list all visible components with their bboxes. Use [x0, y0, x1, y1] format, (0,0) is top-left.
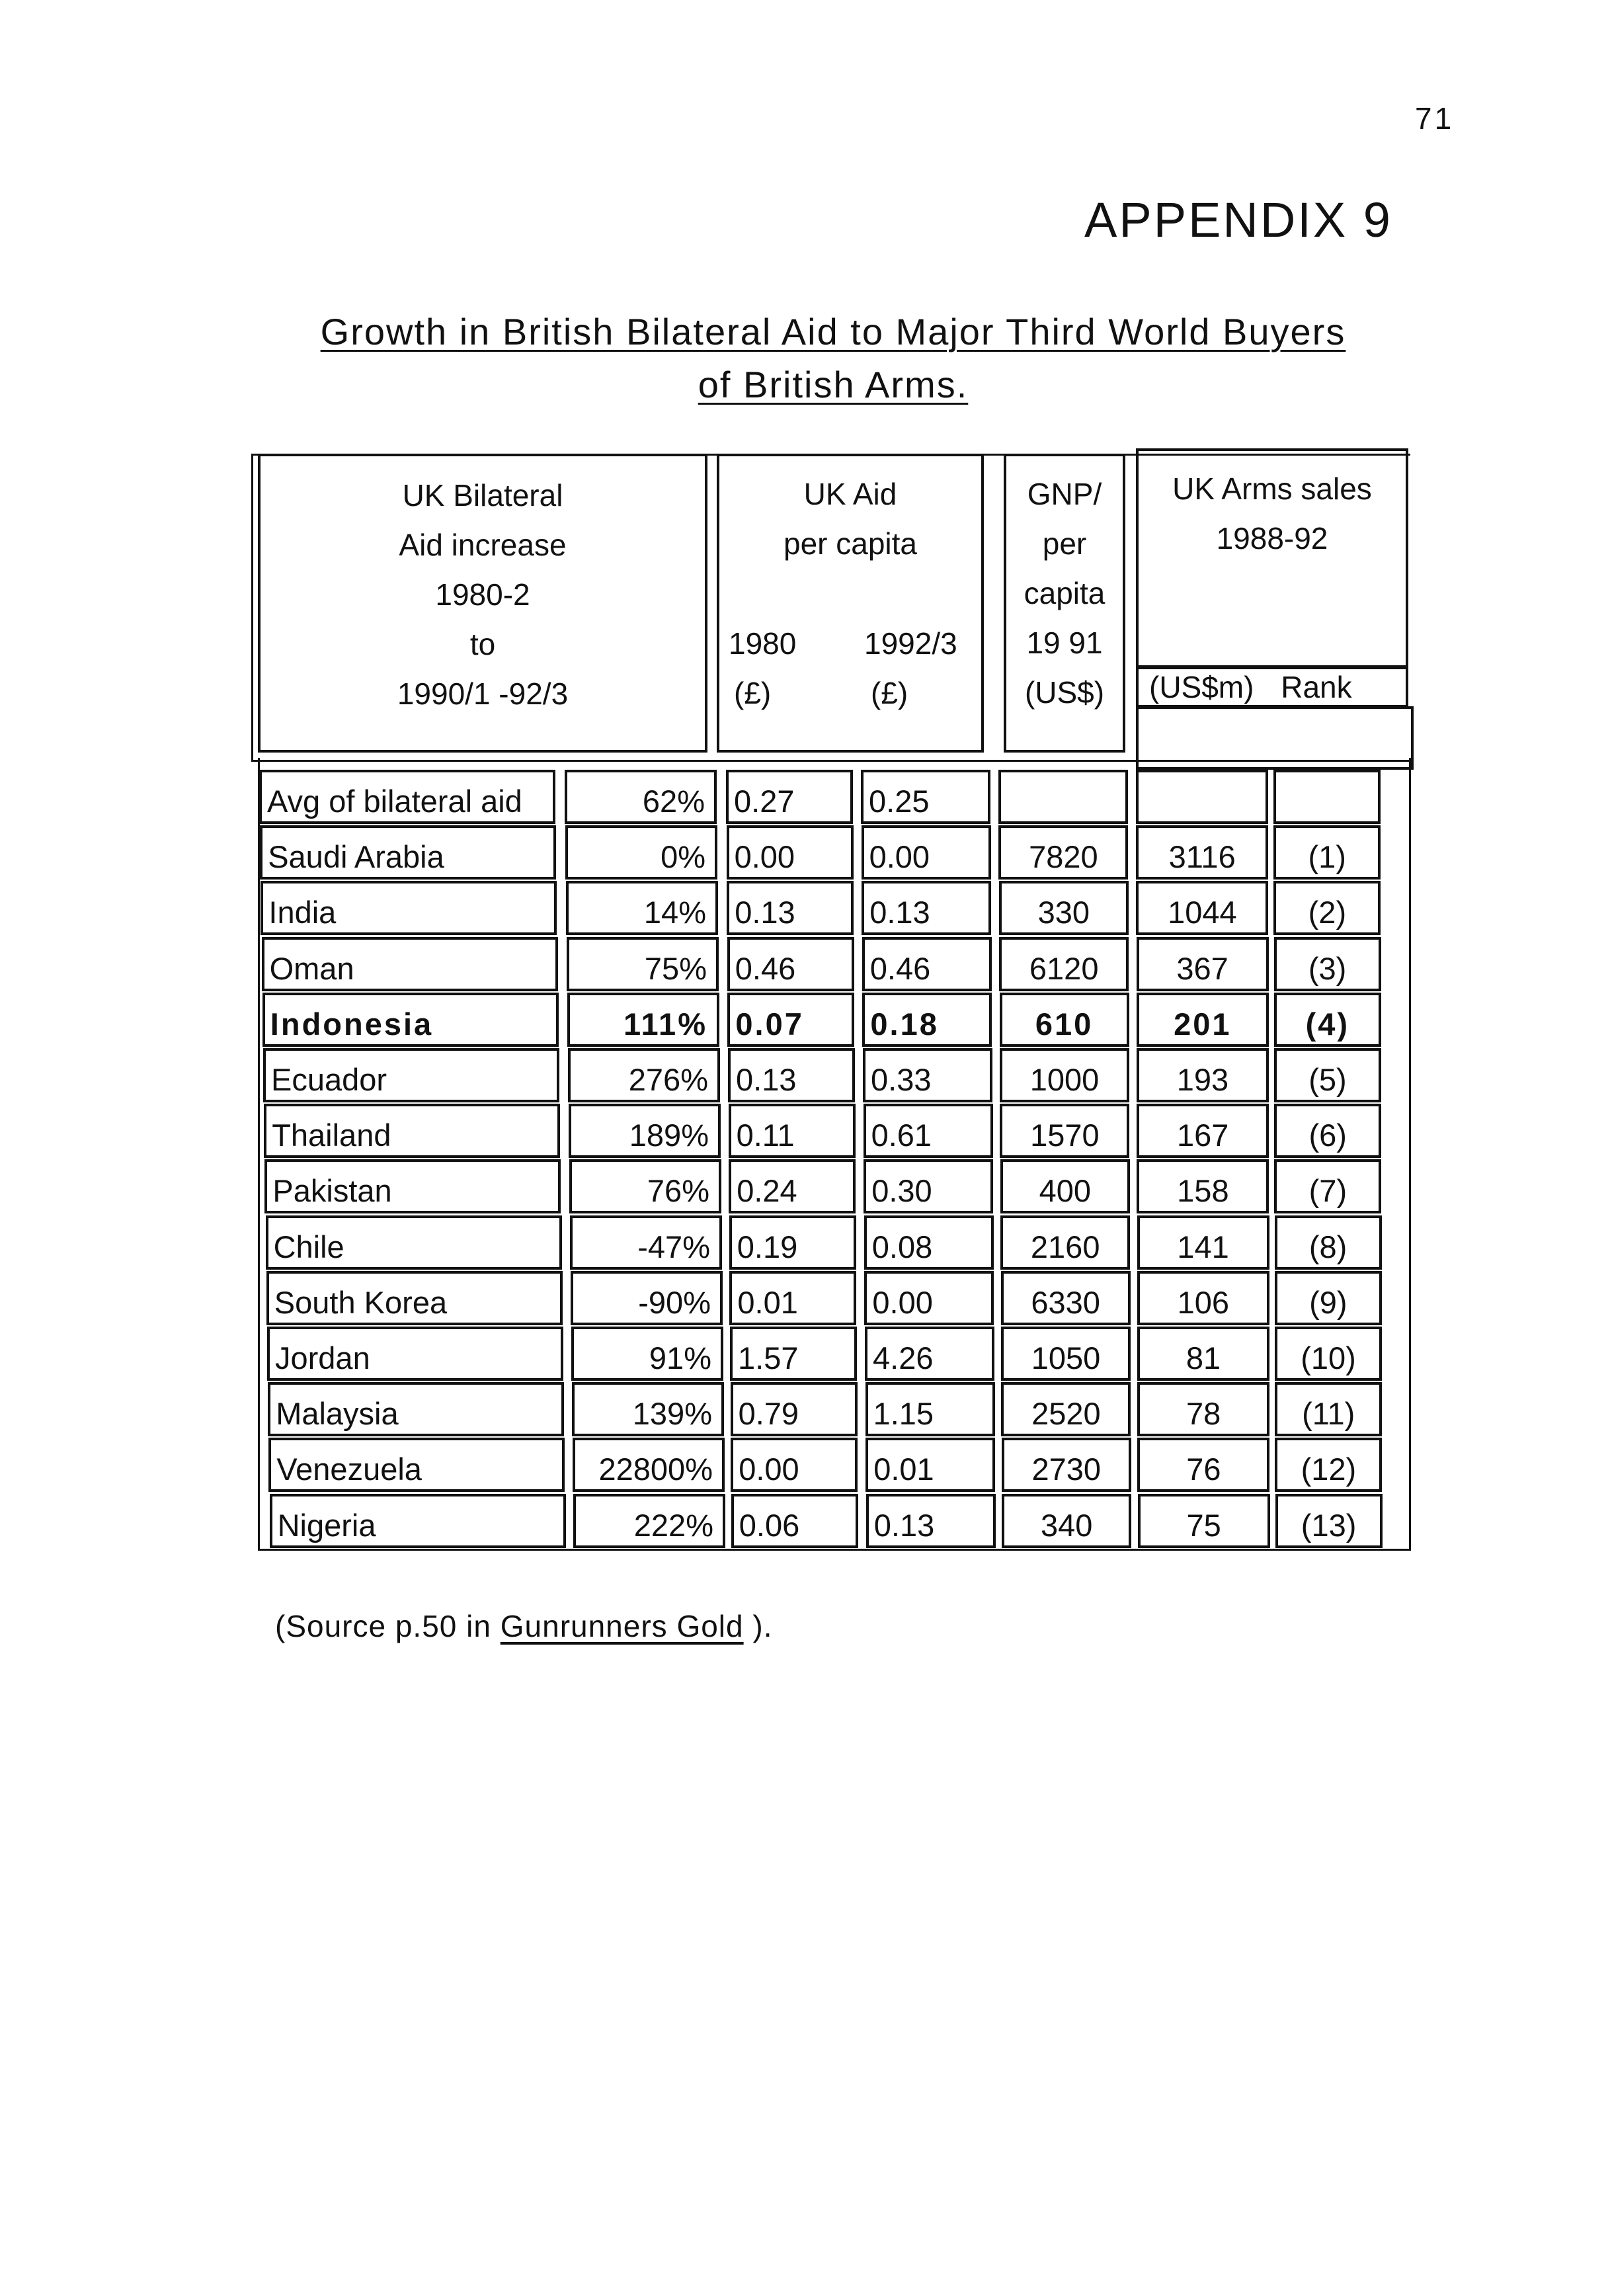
cell-increase: 276%	[568, 1048, 720, 1102]
cell-arms: 158	[1137, 1159, 1269, 1213]
header-text: GNP/	[1027, 477, 1102, 511]
cell-arms: 193	[1137, 1048, 1269, 1102]
header-text: 1990/1 -92/3	[397, 676, 569, 711]
header-uk-arms-sales	[1136, 448, 1408, 669]
cell-aid1980: 0.27	[726, 770, 853, 824]
cell-rank: (5)	[1274, 1048, 1381, 1102]
cell-gnp: 1570	[1000, 1104, 1129, 1158]
header-text: UK Arms sales	[1172, 472, 1372, 506]
cell-increase: 91%	[571, 1327, 723, 1381]
cell-rank	[1273, 770, 1381, 824]
cell-rank: (3)	[1274, 937, 1381, 991]
cell-increase: 139%	[572, 1382, 724, 1436]
cell-arms: 1044	[1136, 881, 1268, 935]
cell-increase: 76%	[569, 1159, 721, 1213]
cell-country: India	[261, 881, 557, 935]
cell-aid1992: 0.18	[862, 993, 992, 1047]
page-number: 71	[1415, 101, 1455, 136]
cell-rank: (8)	[1275, 1215, 1382, 1270]
cell-arms: 201	[1137, 993, 1269, 1047]
cell-increase: 189%	[569, 1104, 721, 1158]
cell-rank: (10)	[1275, 1327, 1382, 1381]
header-text: to	[469, 627, 496, 661]
header-text: Aid increase	[399, 528, 567, 562]
header-year-1980: 1980	[729, 626, 797, 661]
header-text: 19 91	[1026, 626, 1103, 660]
header-text: capita	[1024, 576, 1106, 610]
cell-aid1980: 0.01	[729, 1271, 856, 1325]
source-note	[275, 1608, 773, 1644]
cell-arms: 106	[1137, 1271, 1269, 1325]
cell-aid1992: 0.25	[861, 770, 990, 824]
cell-aid1980: 0.19	[729, 1215, 856, 1270]
cell-aid1980: 0.07	[727, 993, 854, 1047]
cell-increase: 75%	[567, 937, 719, 991]
header-unit-1992: (£)	[871, 676, 908, 710]
source-prefix: (Source p.50 in	[275, 1609, 491, 1643]
cell-aid1980: 0.13	[727, 881, 854, 935]
cell-increase: -90%	[571, 1271, 723, 1325]
cell-rank: (2)	[1273, 881, 1381, 935]
cell-increase: 222%	[573, 1494, 725, 1548]
cell-gnp: 330	[999, 881, 1129, 935]
title-line-2: of British Arms.	[698, 364, 969, 405]
cell-arms: 76	[1137, 1438, 1269, 1492]
cell-gnp: 1000	[1000, 1048, 1129, 1102]
header-rank: Rank	[1281, 670, 1352, 704]
cell-increase: 0%	[565, 825, 717, 880]
cell-country: Indonesia	[262, 993, 559, 1047]
cell-arms	[1136, 770, 1268, 824]
cell-rank: (6)	[1274, 1104, 1381, 1158]
cell-aid1980: 0.13	[728, 1048, 855, 1102]
header-uk-aid-per-capita	[717, 454, 984, 753]
cell-aid1992: 0.33	[863, 1048, 992, 1102]
cell-gnp: 1050	[1001, 1327, 1131, 1381]
cell-arms: 3116	[1136, 825, 1268, 880]
cell-aid1980: 0.00	[731, 1438, 858, 1492]
cell-aid1992: 0.00	[864, 1271, 994, 1325]
header-arms-units	[1136, 665, 1408, 708]
page-title	[251, 306, 1415, 411]
cell-gnp: 2160	[1000, 1215, 1130, 1270]
cell-rank: (4)	[1274, 993, 1381, 1047]
cell-rank: (7)	[1274, 1159, 1381, 1213]
cell-country: Chile	[266, 1215, 562, 1270]
cell-aid1992: 0.30	[864, 1159, 993, 1213]
header-text: 1980-2	[435, 577, 530, 612]
cell-country: Jordan	[267, 1327, 563, 1381]
cell-gnp: 6120	[999, 937, 1129, 991]
header-bilateral-increase	[258, 454, 707, 753]
cell-rank: (1)	[1273, 825, 1381, 880]
cell-rank: (11)	[1275, 1382, 1382, 1436]
cell-gnp: 6330	[1001, 1271, 1131, 1325]
cell-arms: 78	[1137, 1382, 1269, 1436]
appendix-heading: APPENDIX 9	[1084, 192, 1392, 247]
cell-arms: 81	[1137, 1327, 1269, 1381]
cell-country: Ecuador	[263, 1048, 559, 1102]
cell-country: Nigeria	[270, 1494, 566, 1548]
cell-country: Malaysia	[268, 1382, 564, 1436]
header-text: 1988-92	[1216, 521, 1328, 555]
cell-rank: (12)	[1275, 1438, 1382, 1492]
source-book-title: Gunrunners Gold	[500, 1609, 744, 1643]
cell-increase: -47%	[570, 1215, 722, 1270]
cell-gnp: 7820	[998, 825, 1128, 880]
source-suffix: ).	[752, 1609, 773, 1643]
cell-aid1992: 0.01	[865, 1438, 995, 1492]
cell-aid1980: 0.24	[729, 1159, 856, 1213]
cell-increase: 111%	[567, 993, 719, 1047]
cell-country: South Korea	[266, 1271, 563, 1325]
cell-aid1980: 0.00	[727, 825, 854, 880]
cell-aid1992: 0.61	[864, 1104, 993, 1158]
cell-aid1980: 0.46	[727, 937, 854, 991]
cell-aid1980: 0.11	[729, 1104, 856, 1158]
cell-gnp: 2730	[1002, 1438, 1131, 1492]
header-text: UK Bilateral	[402, 478, 563, 512]
cell-country: Avg of bilateral aid	[259, 770, 555, 824]
cell-country: Venezuela	[268, 1438, 565, 1492]
cell-rank: (13)	[1275, 1494, 1383, 1548]
cell-arms: 75	[1138, 1494, 1270, 1548]
cell-country: Oman	[262, 937, 558, 991]
cell-country: Pakistan	[264, 1159, 561, 1213]
cell-country: Saudi Arabia	[260, 825, 556, 880]
cell-arms: 167	[1137, 1104, 1269, 1158]
cell-aid1992: 4.26	[865, 1327, 994, 1381]
cell-rank: (9)	[1275, 1271, 1382, 1325]
cell-increase: 22800%	[573, 1438, 725, 1492]
cell-aid1980: 1.57	[730, 1327, 857, 1381]
cell-gnp: 340	[1002, 1494, 1131, 1548]
cell-gnp: 400	[1000, 1159, 1130, 1213]
cell-aid1980: 0.79	[731, 1382, 858, 1436]
header-text: per	[1042, 526, 1087, 561]
cell-increase: 14%	[566, 881, 718, 935]
header-gnp-per-capita	[1004, 454, 1125, 753]
cell-gnp	[998, 770, 1128, 824]
title-line-1: Growth in British Bilateral Aid to Major Third World Buyers	[320, 311, 1346, 352]
header-unit-usdm: (US$m)	[1149, 670, 1254, 704]
header-text: UK Aid	[803, 477, 897, 511]
header-year-1992: 1992/3	[864, 626, 957, 661]
header-text: (US$)	[1024, 675, 1105, 710]
cell-aid1992: 1.15	[865, 1382, 995, 1436]
cell-aid1992: 0.00	[862, 825, 991, 880]
cell-country: Thailand	[264, 1104, 560, 1158]
cell-aid1992: 0.08	[864, 1215, 994, 1270]
cell-arms: 367	[1137, 937, 1269, 991]
cell-gnp: 2520	[1001, 1382, 1131, 1436]
header-unit-1980: (£)	[734, 676, 772, 710]
cell-gnp: 610	[1000, 993, 1129, 1047]
cell-arms: 141	[1137, 1215, 1269, 1270]
cell-aid1992: 0.46	[862, 937, 992, 991]
cell-aid1992: 0.13	[866, 1494, 996, 1548]
header-text: per capita	[783, 526, 917, 561]
cell-aid1980: 0.06	[731, 1494, 858, 1548]
cell-aid1992: 0.13	[862, 881, 991, 935]
cell-increase: 62%	[565, 770, 717, 824]
